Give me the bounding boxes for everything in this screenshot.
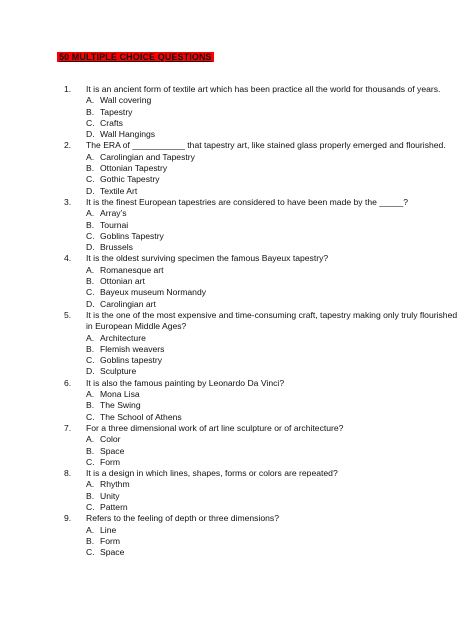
option-list <box>86 95 459 140</box>
answer-option <box>86 333 459 344</box>
question-number: 6. <box>64 377 72 388</box>
answer-option <box>86 366 459 377</box>
option-list <box>86 389 459 423</box>
answer-option <box>86 107 459 118</box>
answer-option <box>86 118 459 129</box>
option-letter: B. <box>86 445 95 456</box>
question-text: Refers to the feeling of depth or three dimensions? <box>86 513 279 524</box>
question-item <box>64 253 459 309</box>
option-list <box>86 152 459 197</box>
option-list <box>86 525 459 559</box>
option-text: Architecture <box>100 332 146 343</box>
question-number: 8. <box>64 468 72 479</box>
option-text: Tournai <box>100 219 129 230</box>
question-number: 5. <box>64 309 72 320</box>
option-text: The Swing <box>100 400 141 411</box>
answer-option <box>86 344 459 355</box>
question-item <box>64 140 459 196</box>
option-letter: C. <box>86 230 95 241</box>
answer-option <box>86 400 459 411</box>
question-item <box>64 197 459 253</box>
answer-option <box>86 242 459 253</box>
question-list <box>64 84 459 558</box>
option-text: Bayeux museum Normandy <box>100 287 207 298</box>
option-letter: D. <box>86 242 95 253</box>
question-item <box>64 468 459 513</box>
option-text: Form <box>100 535 121 546</box>
option-letter: A. <box>86 264 95 275</box>
answer-option <box>86 129 459 140</box>
option-letter: B. <box>86 219 95 230</box>
answer-option <box>86 355 459 366</box>
option-text: Wall Hangings <box>100 129 156 140</box>
option-letter: A. <box>86 151 95 162</box>
option-text: Crafts <box>100 117 123 128</box>
option-text: Brussels <box>100 242 133 253</box>
question-item <box>64 378 459 423</box>
answer-option <box>86 389 459 400</box>
option-letter: C. <box>86 411 95 422</box>
option-text: Ottonian Tapestry <box>100 163 168 174</box>
question-text: For a three dimensional work of art line sculpture or of architecture? <box>86 422 344 433</box>
option-list <box>86 479 459 513</box>
answer-option <box>86 220 459 231</box>
option-letter: B. <box>86 343 95 354</box>
option-letter: B. <box>86 163 95 174</box>
option-letter: C. <box>86 456 95 467</box>
question-text: It is also the famous painting by Leonardo Da Vinci? <box>86 377 285 388</box>
question-number: 9. <box>64 513 72 524</box>
question-text: It is an ancient form of textile art which has been practice all the world for thousands of years. <box>86 84 441 94</box>
option-text: Array’s <box>100 208 127 219</box>
option-text: Sculpture <box>100 366 137 377</box>
answer-option <box>86 457 459 468</box>
answer-option <box>86 536 459 547</box>
option-text: Tapestry <box>100 106 133 117</box>
option-list <box>86 208 459 253</box>
answer-option <box>86 502 459 513</box>
question-text: It is a design in which lines, shapes, forms or colors are repeated? <box>86 468 338 479</box>
answer-option <box>86 547 459 558</box>
answer-option <box>86 446 459 457</box>
option-letter: A. <box>86 389 95 400</box>
option-text: Space <box>100 445 125 456</box>
option-text: Line <box>100 524 117 535</box>
question-number: 4. <box>64 253 72 264</box>
option-letter: A. <box>86 208 95 219</box>
option-text: Wall covering <box>100 95 152 106</box>
option-letter: A. <box>86 524 95 535</box>
answer-option <box>86 95 459 106</box>
answer-option <box>86 186 459 197</box>
option-letter: B. <box>86 276 95 287</box>
answer-option <box>86 276 459 287</box>
option-text: Color <box>100 434 121 445</box>
option-text: Gothic Tapestry <box>100 174 160 185</box>
answer-option <box>86 208 459 219</box>
question-number: 2. <box>64 140 72 151</box>
option-text: Unity <box>100 490 120 501</box>
question-item <box>64 84 459 140</box>
answer-option <box>86 299 459 310</box>
option-text: Carolingian art <box>100 298 156 309</box>
option-letter: B. <box>86 490 95 501</box>
option-letter: B. <box>86 535 95 546</box>
question-number: 3. <box>64 196 72 207</box>
question-text: It is the one of the most expensive and time-consuming craft, tapestry making only truly flourished in European Middle Ages? <box>86 309 458 332</box>
question-text: It is the oldest surviving specimen the famous Bayeux tapestry? <box>86 253 329 264</box>
option-letter: C. <box>86 117 95 128</box>
option-letter: A. <box>86 434 95 445</box>
question-text: The ERA of ___________ that tapestry art, like stained glass properly emerged and flourished. <box>86 140 446 151</box>
option-letter: C. <box>86 287 95 298</box>
option-letter: D. <box>86 185 95 196</box>
answer-option <box>86 434 459 445</box>
option-text: Ottonian art <box>100 276 145 287</box>
question-item <box>64 310 459 378</box>
answer-option <box>86 163 459 174</box>
option-list <box>86 333 459 378</box>
option-text: Pattern <box>100 501 128 512</box>
option-text: Form <box>100 456 121 467</box>
option-letter: B. <box>86 106 95 117</box>
answer-option <box>86 412 459 423</box>
option-text: Textile Art <box>100 185 138 196</box>
answer-option <box>86 174 459 185</box>
answer-option <box>86 231 459 242</box>
option-letter: A. <box>86 95 95 106</box>
option-text: Goblins tapestry <box>100 355 163 366</box>
question-item <box>64 513 459 558</box>
question-item <box>64 423 459 468</box>
option-text: Rhythm <box>100 479 130 490</box>
option-letter: A. <box>86 332 95 343</box>
option-text: Mona Lisa <box>100 389 140 400</box>
option-text: Goblins Tapestry <box>100 230 164 241</box>
answer-option <box>86 525 459 536</box>
option-letter: D. <box>86 366 95 377</box>
document-heading: 50 MULTIPLE CHOICE QUESTIONS <box>59 52 212 62</box>
answer-option <box>86 152 459 163</box>
answer-option <box>86 479 459 490</box>
option-text: Space <box>100 547 125 558</box>
option-text: The School of Athens <box>100 411 182 422</box>
option-list <box>86 434 459 468</box>
answer-option <box>86 491 459 502</box>
option-letter: B. <box>86 400 95 411</box>
answer-option <box>86 287 459 298</box>
question-number: 1. <box>64 84 72 94</box>
option-letter: A. <box>86 479 95 490</box>
question-number: 7. <box>64 422 72 433</box>
option-letter: D. <box>86 129 95 140</box>
option-letter: C. <box>86 547 95 558</box>
question-text: It is the finest European tapestries are considered to have been made by the _____? <box>86 196 409 207</box>
option-letter: C. <box>86 174 95 185</box>
option-letter: D. <box>86 298 95 309</box>
option-text: Flemish weavers <box>100 343 165 354</box>
option-letter: C. <box>86 355 95 366</box>
option-text: Romanesque art <box>100 264 164 275</box>
option-text: Carolingian and Tapestry <box>100 151 195 162</box>
option-list <box>86 265 459 310</box>
answer-option <box>86 265 459 276</box>
option-letter: C. <box>86 501 95 512</box>
